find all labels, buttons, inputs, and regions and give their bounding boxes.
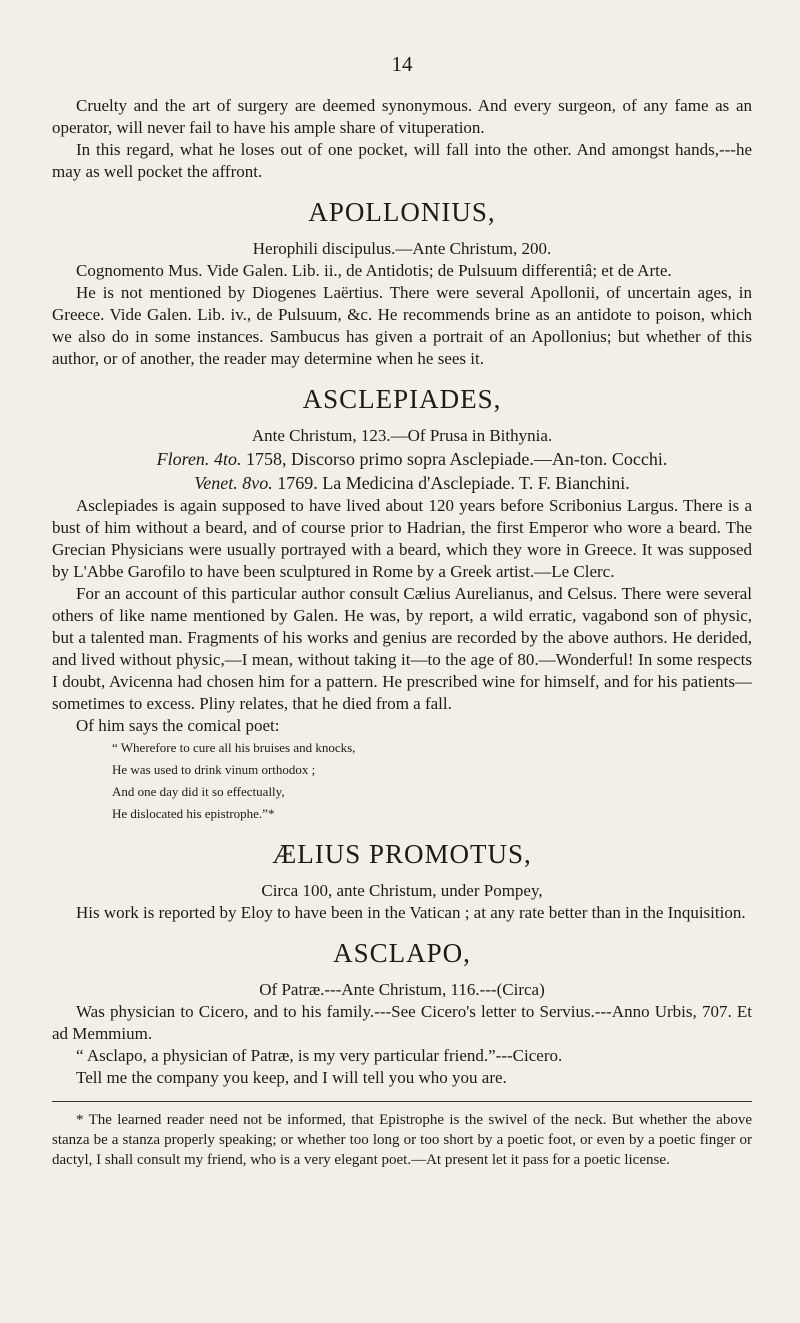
verse-quote bbox=[112, 737, 752, 825]
body-paragraph: Of him says the comical poet: bbox=[76, 716, 280, 735]
body-paragraph: Tell me the company you keep, and I will tell you who you are. bbox=[76, 1068, 507, 1087]
section-heading-asclapo: ASCLAPO, bbox=[333, 938, 471, 968]
citation-place: Floren. bbox=[156, 449, 210, 469]
verse-line: He dislocated his epistrophe.”* bbox=[112, 806, 275, 821]
section-subtitle: Circa 100, ante Christum, under Pompey, bbox=[261, 881, 543, 900]
verse-line: “ Wherefore to cure all his bruises and knocks, bbox=[112, 740, 356, 755]
body-paragraph: Was physician to Cicero, and to his family.---See Cicero's letter to Servius.---Anno Urbis, 707. Et ad Memmium. bbox=[52, 1002, 752, 1043]
footnote-divider bbox=[52, 1101, 752, 1102]
body-paragraph: Cognomento Mus. Vide Galen. Lib. ii., de Antidotis; de Pulsuum differentiâ; et de Arte. bbox=[76, 261, 672, 280]
citation-text: 1758, Discorso primo sopra Asclepiade.—An-ton. Cocchi. bbox=[245, 449, 668, 469]
citation bbox=[52, 471, 752, 495]
section-heading-asclepiades: ASCLEPIADES, bbox=[302, 384, 502, 414]
citation-place: Venet. bbox=[194, 473, 238, 493]
page-number: 14 bbox=[391, 52, 413, 76]
section-subtitle: Ante Christum, 123.—Of Prusa in Bithynia. bbox=[251, 426, 553, 445]
footnote: * The learned reader need not be informed, that Epistrophe is the swivel of the neck. But whether the above stanza be a stanza properly speaking; or whether too long or too short by a poetic foot, or even by a poetic finger or dactyl, I shall consult my friend, who is a very elegant poet.—At present let it pass for a poetic license. bbox=[52, 1112, 752, 1168]
section-subtitle: Of Patræ.---Ante Christum, 116.---(Circa) bbox=[259, 980, 545, 999]
body-paragraph: For an account of this particular author consult Cælius Aurelianus, and Celsus. There were several others of like name mentioned by Galen. He was, by report, a wild erratic, vagabond son of physic, but a talented man. Fragments of his works and genius are recorded by the above authors. He derided, and lived without physic,—I mean, without taking it—to the age of 80.—Wonderful! In some respects I doubt, Avicenna had chosen him for a pattern. He prescribed wine for himself, and for his patients—sometimes to excess. Pliny relates, that he died from a fall. bbox=[52, 584, 752, 713]
body-paragraph: “ Asclapo, a physician of Patræ, is my very particular friend.”---Cicero. bbox=[76, 1046, 563, 1065]
citation-text: 1769. La Medicina d'Asclepiade. T. F. Bianchini. bbox=[277, 473, 630, 493]
section-heading-aelius: ÆLIUS PROMOTUS, bbox=[272, 839, 532, 869]
section-subtitle: Herophili discipulus.—Ante Christum, 200. bbox=[252, 239, 552, 258]
body-paragraph: Asclepiades is again supposed to have lived about 120 years before Scribonius Largus. There is a bust of him without a beard, and of course prior to Hadrian, the first Emperor who wore a beard. The Grecian Physicians were usually portrayed with a beard, which they wore in Greece. It was supposed by L'Abbe Garofilo to have been sculptured in Rome by a Greek artist.—Le Clerc. bbox=[52, 496, 752, 581]
citation bbox=[52, 447, 752, 471]
verse-line: And one day did it so effectually, bbox=[112, 784, 285, 799]
verse-line: He was used to drink vinum orthodox ; bbox=[112, 762, 316, 777]
intro-paragraph: Cruelty and the art of surgery are deemed synonymous. And every surgeon, of any fame as an operator, will never fail to have his ample share of vituperation. bbox=[52, 96, 752, 137]
book-page bbox=[52, 52, 752, 1170]
body-paragraph: His work is reported by Eloy to have been in the Vatican ; at any rate better than in the Inquisition. bbox=[76, 903, 746, 922]
citation-format: 4to. bbox=[213, 449, 242, 469]
intro-paragraph: In this regard, what he loses out of one pocket, will fall into the other. And amongst hands,---he may as well pocket the affront. bbox=[52, 140, 752, 181]
citation-format: 8vo. bbox=[242, 473, 273, 493]
section-heading-apollonius: APOLLONIUS, bbox=[308, 197, 496, 227]
body-paragraph: He is not mentioned by Diogenes Laërtius. There were several Apollonii, of uncertain ages, in Greece. Vide Galen. Lib. iv., de Pulsuum, &c. He recommends brine as an antidote to poison, which we also do in some instances. Sambucus has given a portrait of an Apollonius; but whether of this author, or of another, the reader may determine when he sees it. bbox=[52, 283, 752, 368]
